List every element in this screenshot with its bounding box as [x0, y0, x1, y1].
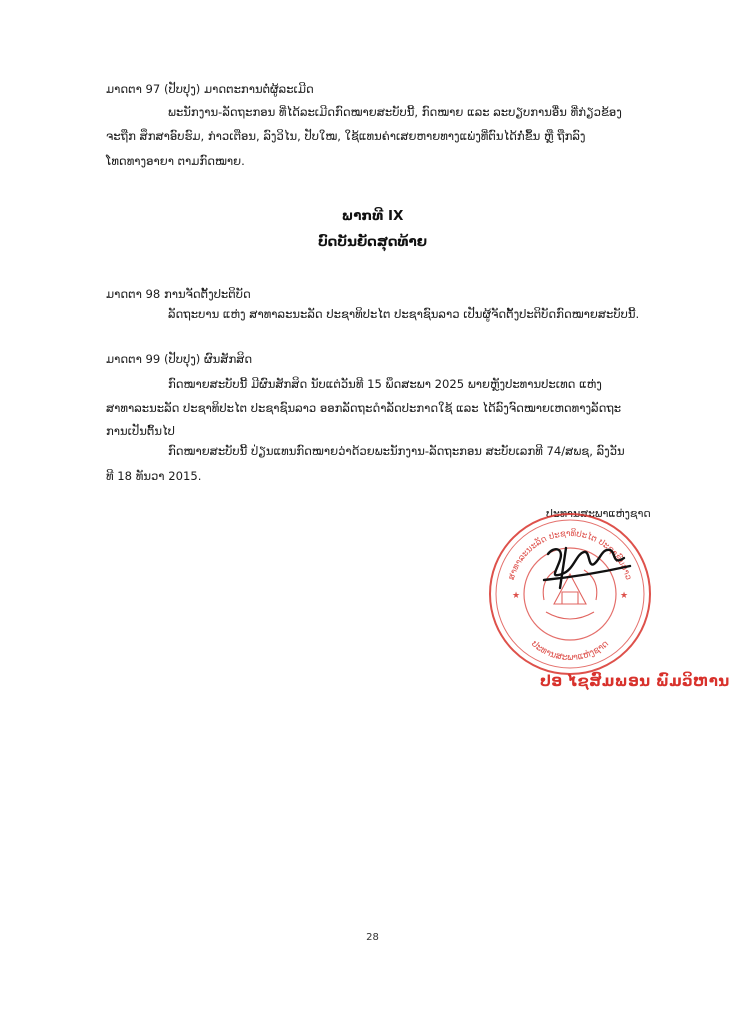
article-99-title: ມາດຕາ 99 (ປັບປຸງ) ຜົນສັກສິດ [106, 352, 253, 366]
article-97-line-2: ຈະຖືກ ສຶກສາອົບຮົມ, ກ່າວເຕືອນ, ລົງວິໄນ, ປັບໃໝ, ໃຊ້ແທນຄ່າເສຍຫາຍທາງແພ່ງທີ່ຕົນໄດ້ກໍ່ຂຶ້ນ ຫຼື ຖືກລົງ [106, 129, 586, 143]
article-97-line-1: ພະນັກງານ-ລັດຖະກອນ ທີ່ໄດ້ລະເມີດກົດໝາຍສະບັບນີ້, ກົດໝາຍ ແລະ ລະບຽບການອື່ນ ທີ່ກ່ຽວຂ້ອງ [168, 105, 622, 119]
page-number: 28 [366, 932, 379, 943]
article-99-para2-line-1: ກົດໝາຍສະບັບນີ້ ປ່ຽນແທນກົດໝາຍວ່າດ້ວຍພະນັກງານ-ລັດຖະກອນ ສະບັບເລກທີ 74/ສພຊ, ລົງວັນ [168, 444, 625, 458]
seal-top-text: ສາທາລະນະລັດ ປະຊາທິປະໄຕ ປະຊາຊົນລາວ [506, 528, 634, 582]
seal-bottom-text: ປະທານສະພາແຫ່ງຊາດ [529, 639, 611, 664]
part-title: ບົດບັນຍັດສຸດທ້າຍ [317, 234, 428, 250]
article-98-title: ມາດຕາ 98 ການຈັດຕັ້ງປະຕິບັດ [106, 287, 251, 301]
article-99-para1-line-3: ການເປັນຕົ້ນໄປ [106, 424, 175, 438]
svg-text:★: ★ [620, 591, 629, 601]
part-label: ພາກທີ IX [341, 208, 404, 224]
article-97-line-3: ໂທດທາງອາຍາ ຕາມກົດໝາຍ. [106, 154, 245, 168]
svg-text:★: ★ [512, 591, 521, 601]
article-97-title: ມາດຕາ 97 (ປັບປຸງ) ມາດຕະການຕໍ່ຜູ້ລະເມີດ [106, 82, 314, 96]
official-seal [484, 508, 656, 680]
article-98-line-1: ລັດຖະບານ ແຫ່ງ ສາທາລະນະລັດ ປະຊາທິປະໄຕ ປະຊາຊົນລາວ ເປັນຜູ້ຈັດຕັ້ງປະຕິບັດກົດໝາຍສະບັບນີ້. [168, 307, 640, 321]
signature-position-title: ປະທານສະພາແຫ່ງຊາດ [546, 507, 651, 520]
signer-name: ປອ ໄຊສົມພອນ ພົມວິຫານ [540, 672, 730, 690]
handwritten-signature [544, 548, 630, 588]
article-99-para1-line-2: ສາທາລະນະລັດ ປະຊາທິປະໄຕ ປະຊາຊົນລາວ ອອກລັດຖະດຳລັດປະກາດໃຊ້ ແລະ ໄດ້ລົງຈົດໝາຍເຫດທາງລັດຖະ [106, 401, 622, 415]
svg-text:ປະທານສະພາແຫ່ງຊາດ [529, 639, 611, 663]
article-99-para1-line-1: ກົດໝາຍສະບັບນີ້ ມີຜົນສັກສິດ ນັບແຕ່ວັນທີ 15 ພຶດສະພາ 2025 ພາຍຫຼັງປະທານປະເທດ ແຫ່ງ [168, 377, 602, 391]
article-99-para2-line-2: ທີ 18 ທັນວາ 2015. [106, 469, 202, 483]
